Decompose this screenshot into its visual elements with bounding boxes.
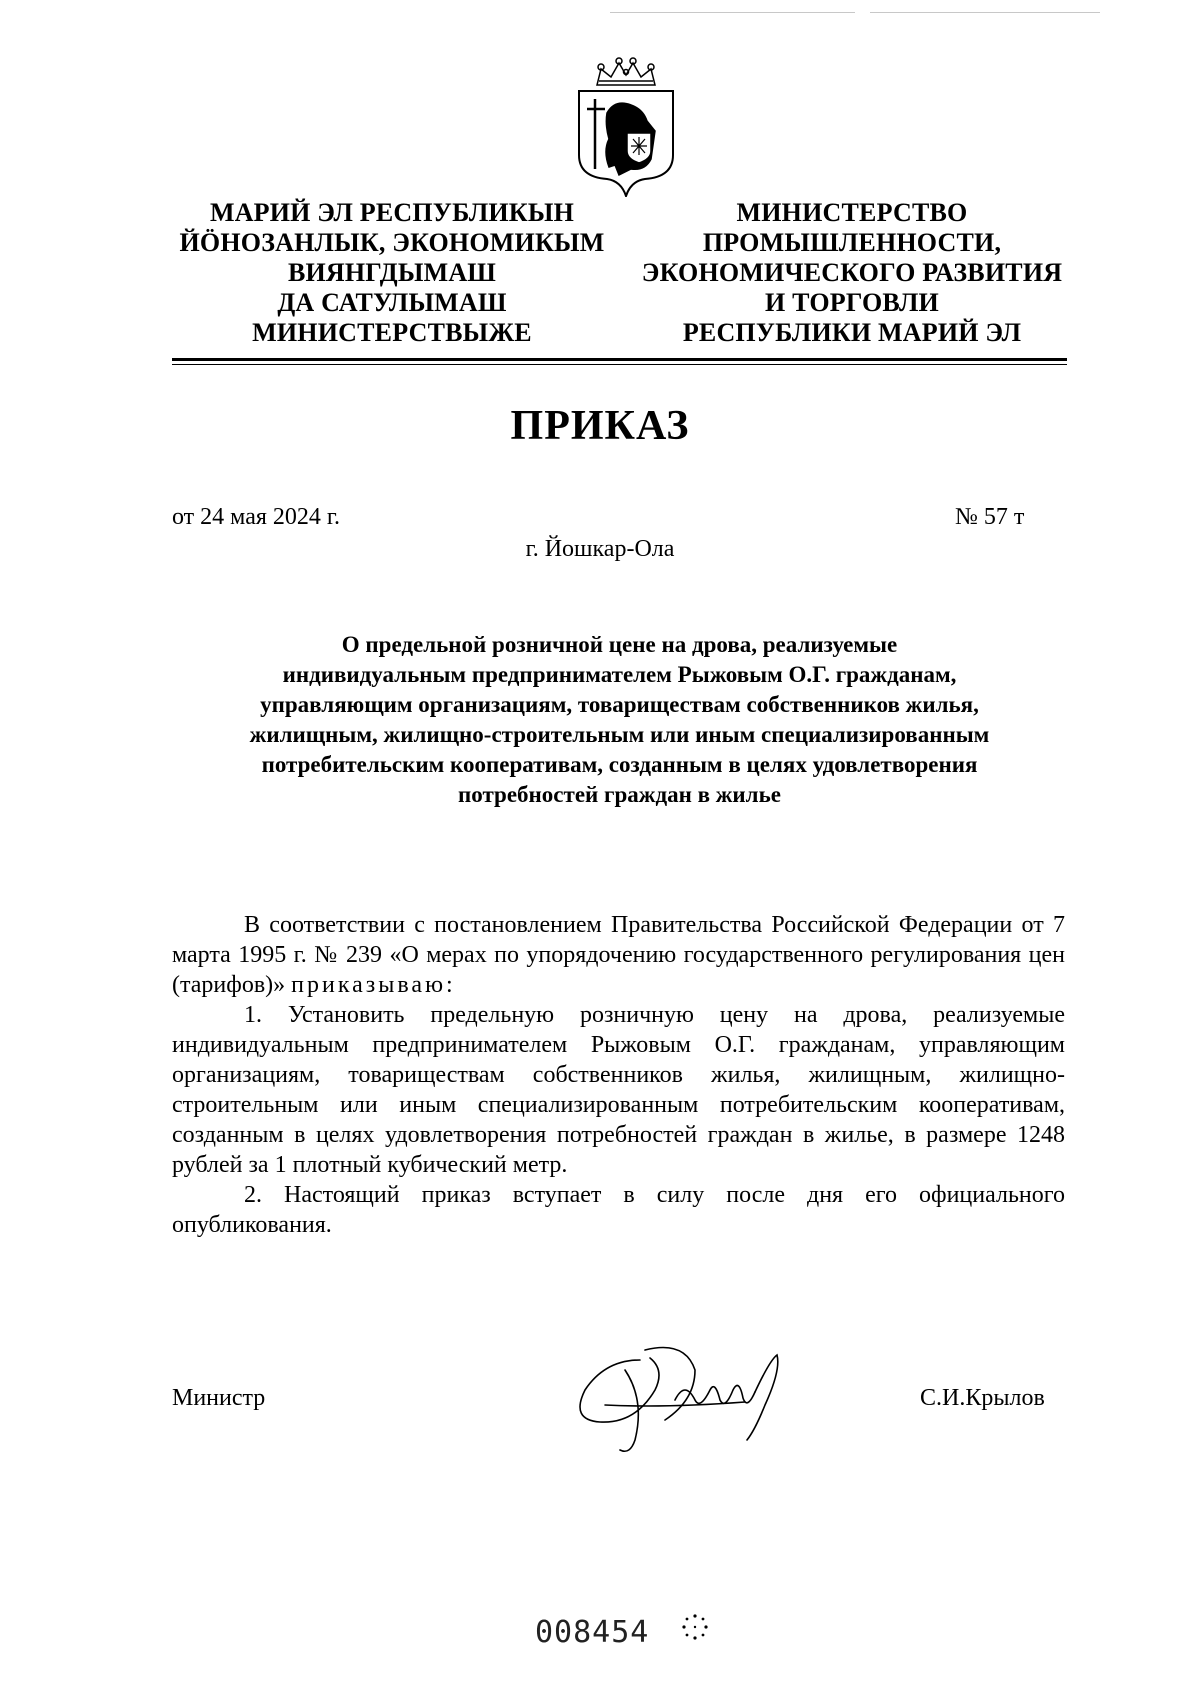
ministry-name-russian: [632, 198, 1072, 348]
order-item: 2. Настоящий приказ вступает в силу после дня его официального опубликования.: [172, 1182, 1065, 1238]
document-subject: [172, 630, 1067, 810]
header-line: ДА САТУЛЫМАШ: [277, 288, 507, 317]
signatory-position: Министр: [172, 1385, 266, 1411]
top-scan-line: [610, 12, 855, 13]
subject-line: управляющим организациям, товариществам собственников жилья,: [260, 692, 979, 717]
subject-line: индивидуальным предпринимателем Рыжовым О.Г. гражданам,: [282, 662, 957, 687]
document-number: № 57 т: [955, 504, 1025, 530]
header-line: ВИЯНГДЫМАШ: [287, 258, 497, 287]
subject-line: потребностей граждан в жилье: [458, 782, 781, 807]
header-line: МАРИЙ ЭЛ РЕСПУБЛИКЫН: [209, 198, 575, 227]
order-word: приказываю:: [291, 972, 456, 998]
document-serial-number: 008454: [535, 1615, 650, 1650]
header-divider: [172, 358, 1067, 361]
order-item: 1. Установить предельную розничную цену на дрова, реализуемые индивидуальным предпринимателем Рыжовым О.Г. гражданам, управляющим организациям, товариществам собственников жилья, жилищным, жилищно-строительным или иным специализированным потребительским кооперативам, созданным в целях удовлетворения потребностей граждан в жилье, в размере 1248 рублей за 1 плотный кубический метр.: [172, 1002, 1065, 1178]
header-line: МИНИСТЕРСТВЫЖЕ: [252, 318, 532, 347]
subject-line: О предельной розничной цене на дрова, реализуемые: [341, 632, 898, 657]
header-line: И ТОРГОВЛИ: [765, 288, 939, 317]
header-line: РЕСПУБЛИКИ МАРИЙ ЭЛ: [682, 318, 1022, 347]
document-city: г. Йошкар-Ола: [525, 536, 675, 562]
document-body: [172, 910, 1065, 1240]
preamble-paragraph: [172, 910, 1065, 1000]
subject-line: жилищным, жилищно-строительным или иным специализированным: [249, 722, 990, 747]
header-line: ЙӦНОЗАНЛЫК, ЭКОНОМИКЫМ: [179, 228, 605, 257]
document-title: ПРИКАЗ: [510, 403, 690, 449]
coat-of-arms-icon: [575, 55, 677, 197]
star-seal-icon: [680, 1612, 710, 1642]
header-line: ПРОМЫШЛЕННОСТИ,: [702, 228, 1002, 257]
header-line: ЭКОНОМИЧЕСКОГО РАЗВИТИЯ: [641, 258, 1063, 287]
header-divider: [172, 364, 1067, 365]
preamble-text: В соответствии с постановлением Правительства Российской Федерации от 7 марта 1995 г. № 239 «О мерах по упорядочению государственного регулирования цен (тарифов)»: [172, 912, 1065, 998]
top-scan-line: [870, 12, 1100, 13]
ministry-name-mari: [172, 198, 612, 348]
signatory-name: С.И.Крылов: [920, 1385, 1045, 1411]
handwritten-signature: [545, 1330, 815, 1460]
document-date: от 24 мая 2024 г.: [172, 504, 341, 530]
header-line: МИНИСТЕРСТВО: [736, 198, 968, 227]
subject-line: потребительским кооперативам, созданным в целях удовлетворения: [261, 752, 978, 777]
